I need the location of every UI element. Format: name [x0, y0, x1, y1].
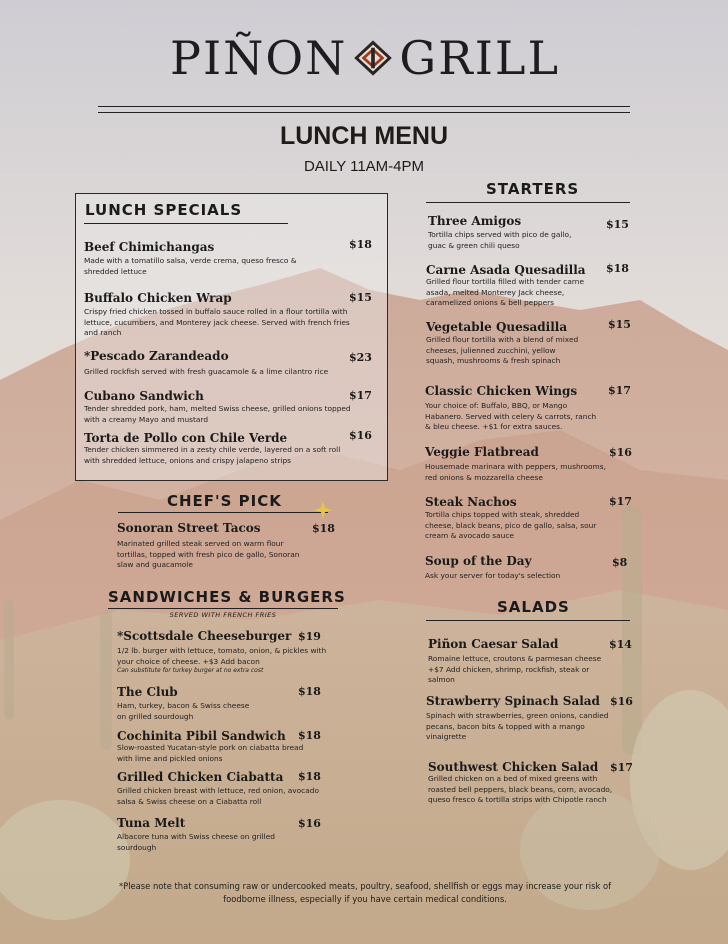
menu-item	[84, 291, 356, 339]
item-price: $16	[609, 446, 632, 459]
item-description: Crispy fried chicken tossed in buffalo sauce rolled in a flour tortilla with lettuce, cucumbers, and Monterey jack cheese. Served with french fries and ranch	[84, 307, 350, 338]
item-name: Sonoran Street Tacos	[117, 521, 261, 535]
item-price: $8	[612, 556, 628, 569]
header-rule-bottom	[98, 112, 630, 113]
item-price: $17	[349, 389, 372, 402]
sandwiches-subheading: SERVED WITH FRENCH FRIES	[169, 611, 277, 619]
item-description: Ham, turkey, bacon & Swiss cheese on grilled sourdough	[117, 701, 250, 721]
menu-item	[117, 770, 322, 807]
brand-logo	[170, 28, 560, 88]
chefs-pick-underline	[118, 512, 328, 513]
item-description: Romaine lettuce, croutons & parmesan cheese +$7 Add chicken, shrimp, rockfish, steak or salmon	[428, 654, 602, 685]
item-description: Housemade marinara with peppers, mushrooms, red onions & mozzarella cheese	[425, 462, 606, 482]
item-price: $17	[610, 761, 633, 774]
item-price: $18	[606, 262, 629, 275]
item-description: Your choice of: Buffalo, BBQ, or Mango Habanero. Served with celery & carrots, ranch & bleu cheese. +$1 for extra sauces.	[425, 401, 597, 432]
item-description: Made with a tomatillo salsa, verde crema, queso fresco & shredded lettuce	[84, 256, 297, 276]
lunch-specials-underline	[84, 223, 288, 224]
item-price: $19	[298, 630, 321, 643]
menu-item	[84, 349, 364, 378]
lunch-specials-heading: LUNCH SPECIALS	[85, 201, 243, 219]
chefs-pick-heading: CHEF'S PICK	[167, 492, 282, 510]
menu-item	[84, 240, 314, 277]
item-price: $15	[608, 318, 631, 331]
item-name: Vegetable Quesadilla	[426, 320, 568, 334]
menu-item	[117, 685, 257, 722]
item-description: Tender chicken simmered in a zesty chile verde, layered on a soft roll with shredded lettuce, onions and crispy jalapeno strips	[84, 445, 341, 465]
menu-item	[426, 694, 611, 743]
item-price: $18	[312, 522, 335, 535]
menu-item	[426, 320, 586, 367]
menu-item	[117, 521, 307, 571]
salads-heading: SALADS	[497, 598, 570, 616]
item-name: Soup of the Day	[425, 554, 532, 568]
header-rule-top	[98, 106, 630, 107]
menu-item	[117, 729, 315, 764]
item-name: Piñon Caesar Salad	[428, 637, 559, 651]
brand-left-word: PIÑON	[170, 31, 348, 85]
item-description: Tortilla chips topped with steak, shredded cheese, black beans, pico de gallo, salsa, sour cream & avocado sauce	[425, 510, 597, 541]
item-name: Strawberry Spinach Salad	[426, 694, 600, 708]
menu-item	[426, 263, 592, 309]
item-name: Cubano Sandwich	[84, 389, 204, 403]
starters-heading: STARTERS	[486, 180, 580, 198]
item-name: Carne Asada Quesadilla	[426, 263, 586, 277]
item-name: The Club	[117, 685, 178, 699]
item-price: $17	[608, 384, 631, 397]
item-name: Tuna Melt	[117, 816, 186, 830]
hours-text: DAILY 11AM-4PM	[303, 158, 425, 175]
menu-item	[428, 214, 578, 251]
menu-item	[117, 816, 282, 853]
page-title: LUNCH MENU	[279, 122, 449, 150]
item-description: Grilled chicken breast with lettuce, red onion, avocado salsa & Swiss cheese on a Ciabatta roll	[117, 786, 319, 806]
menu-item	[425, 495, 597, 542]
item-description: Tortilla chips served with pico de gallo, guac & green chili queso	[428, 230, 572, 250]
item-price: $17	[609, 495, 632, 508]
item-name: Beef Chimichangas	[84, 240, 215, 254]
sandwiches-heading: SANDWICHES & BURGERS	[108, 588, 346, 606]
item-description: 1/2 lb. burger with lettuce, tomato, onion, & pickles with your choice of cheese. +$3 Add bacon	[117, 646, 327, 666]
sandwiches-underline	[108, 608, 338, 609]
item-price: $18	[298, 770, 321, 783]
item-name: Three Amigos	[428, 214, 522, 228]
item-description: Grilled flour tortilla filled with tender carne asada, melted Monterey Jack cheese, caramelized onions & bell peppers	[426, 277, 585, 308]
item-name: Veggie Flatbread	[425, 445, 539, 459]
salads-underline	[426, 620, 630, 621]
item-description: Marinated grilled steak served on warm flour tortillas, topped with fresh pico de gallo, Sonoran slaw and guacamole	[117, 539, 300, 570]
item-name: Grilled Chicken Ciabatta	[117, 770, 284, 784]
menu-item	[84, 431, 356, 466]
item-name: Steak Nachos	[425, 495, 517, 509]
item-price: $14	[609, 638, 632, 651]
menu-item	[428, 637, 618, 686]
item-price: $18	[298, 729, 321, 742]
menu-item	[425, 445, 610, 483]
item-price: $15	[606, 218, 629, 231]
item-name: *Pescado Zarandeado	[84, 349, 229, 363]
item-price: $18	[298, 685, 321, 698]
item-price: $15	[349, 291, 372, 304]
item-price: $16	[610, 695, 633, 708]
item-description: Tender shredded pork, ham, melted Swiss cheese, grilled onions topped with a creamy Mayo and mustard	[84, 404, 351, 424]
item-description: Albacore tuna with Swiss cheese on grilled sourdough	[117, 832, 275, 852]
menu-item	[428, 760, 613, 806]
item-name: Torta de Pollo con Chile Verde	[84, 431, 288, 445]
footer-disclaimer: *Please note that consuming raw or undercooked meats, poultry, seafood, shellfish or eggs may increase your risk of foodborne illness, especially if you have certain medical conditions.	[118, 881, 612, 904]
item-name: Buffalo Chicken Wrap	[84, 291, 232, 305]
item-name: *Scottsdale Cheeseburger	[117, 629, 292, 643]
starters-underline	[426, 202, 630, 203]
menu-item	[425, 384, 597, 433]
item-description: Grilled rockfish served with fresh guacamole & a lime cilantro rice	[84, 367, 329, 376]
item-name: Cochinita Pibil Sandwich	[117, 729, 286, 743]
item-price: $16	[349, 429, 372, 442]
item-description: Slow-roasted Yucatan-style pork on ciabatta bread with lime and pickled onions	[117, 743, 304, 763]
menu-item	[425, 554, 615, 582]
diamond-logo-icon	[353, 27, 393, 89]
item-name: Classic Chicken Wings	[425, 384, 578, 398]
item-price: $23	[349, 351, 372, 364]
item-description: Grilled flour tortilla with a blend of mixed cheeses, julienned zucchini, yellow squash, mushrooms & fresh spinach	[426, 335, 579, 366]
sparkle-icon	[313, 500, 333, 520]
item-description: Ask your server for today's selection	[425, 571, 561, 580]
menu-item	[84, 389, 352, 425]
item-description: Spinach with strawberries, green onions, candied pecans, bacon bits & topped with a mango vinaigrette	[426, 711, 609, 742]
item-name: Southwest Chicken Salad	[428, 760, 599, 774]
item-price: $18	[349, 238, 372, 251]
item-note: Can substitute for turkey burger at no extra cost	[117, 667, 264, 675]
brand-right-word: GRILL	[399, 31, 560, 85]
item-price: $16	[298, 817, 321, 830]
item-description: Grilled chicken on a bed of mixed greens with roasted bell peppers, black beans, corn, avocado, queso fresco & tortilla strips with Chipotle ranch	[428, 774, 613, 805]
